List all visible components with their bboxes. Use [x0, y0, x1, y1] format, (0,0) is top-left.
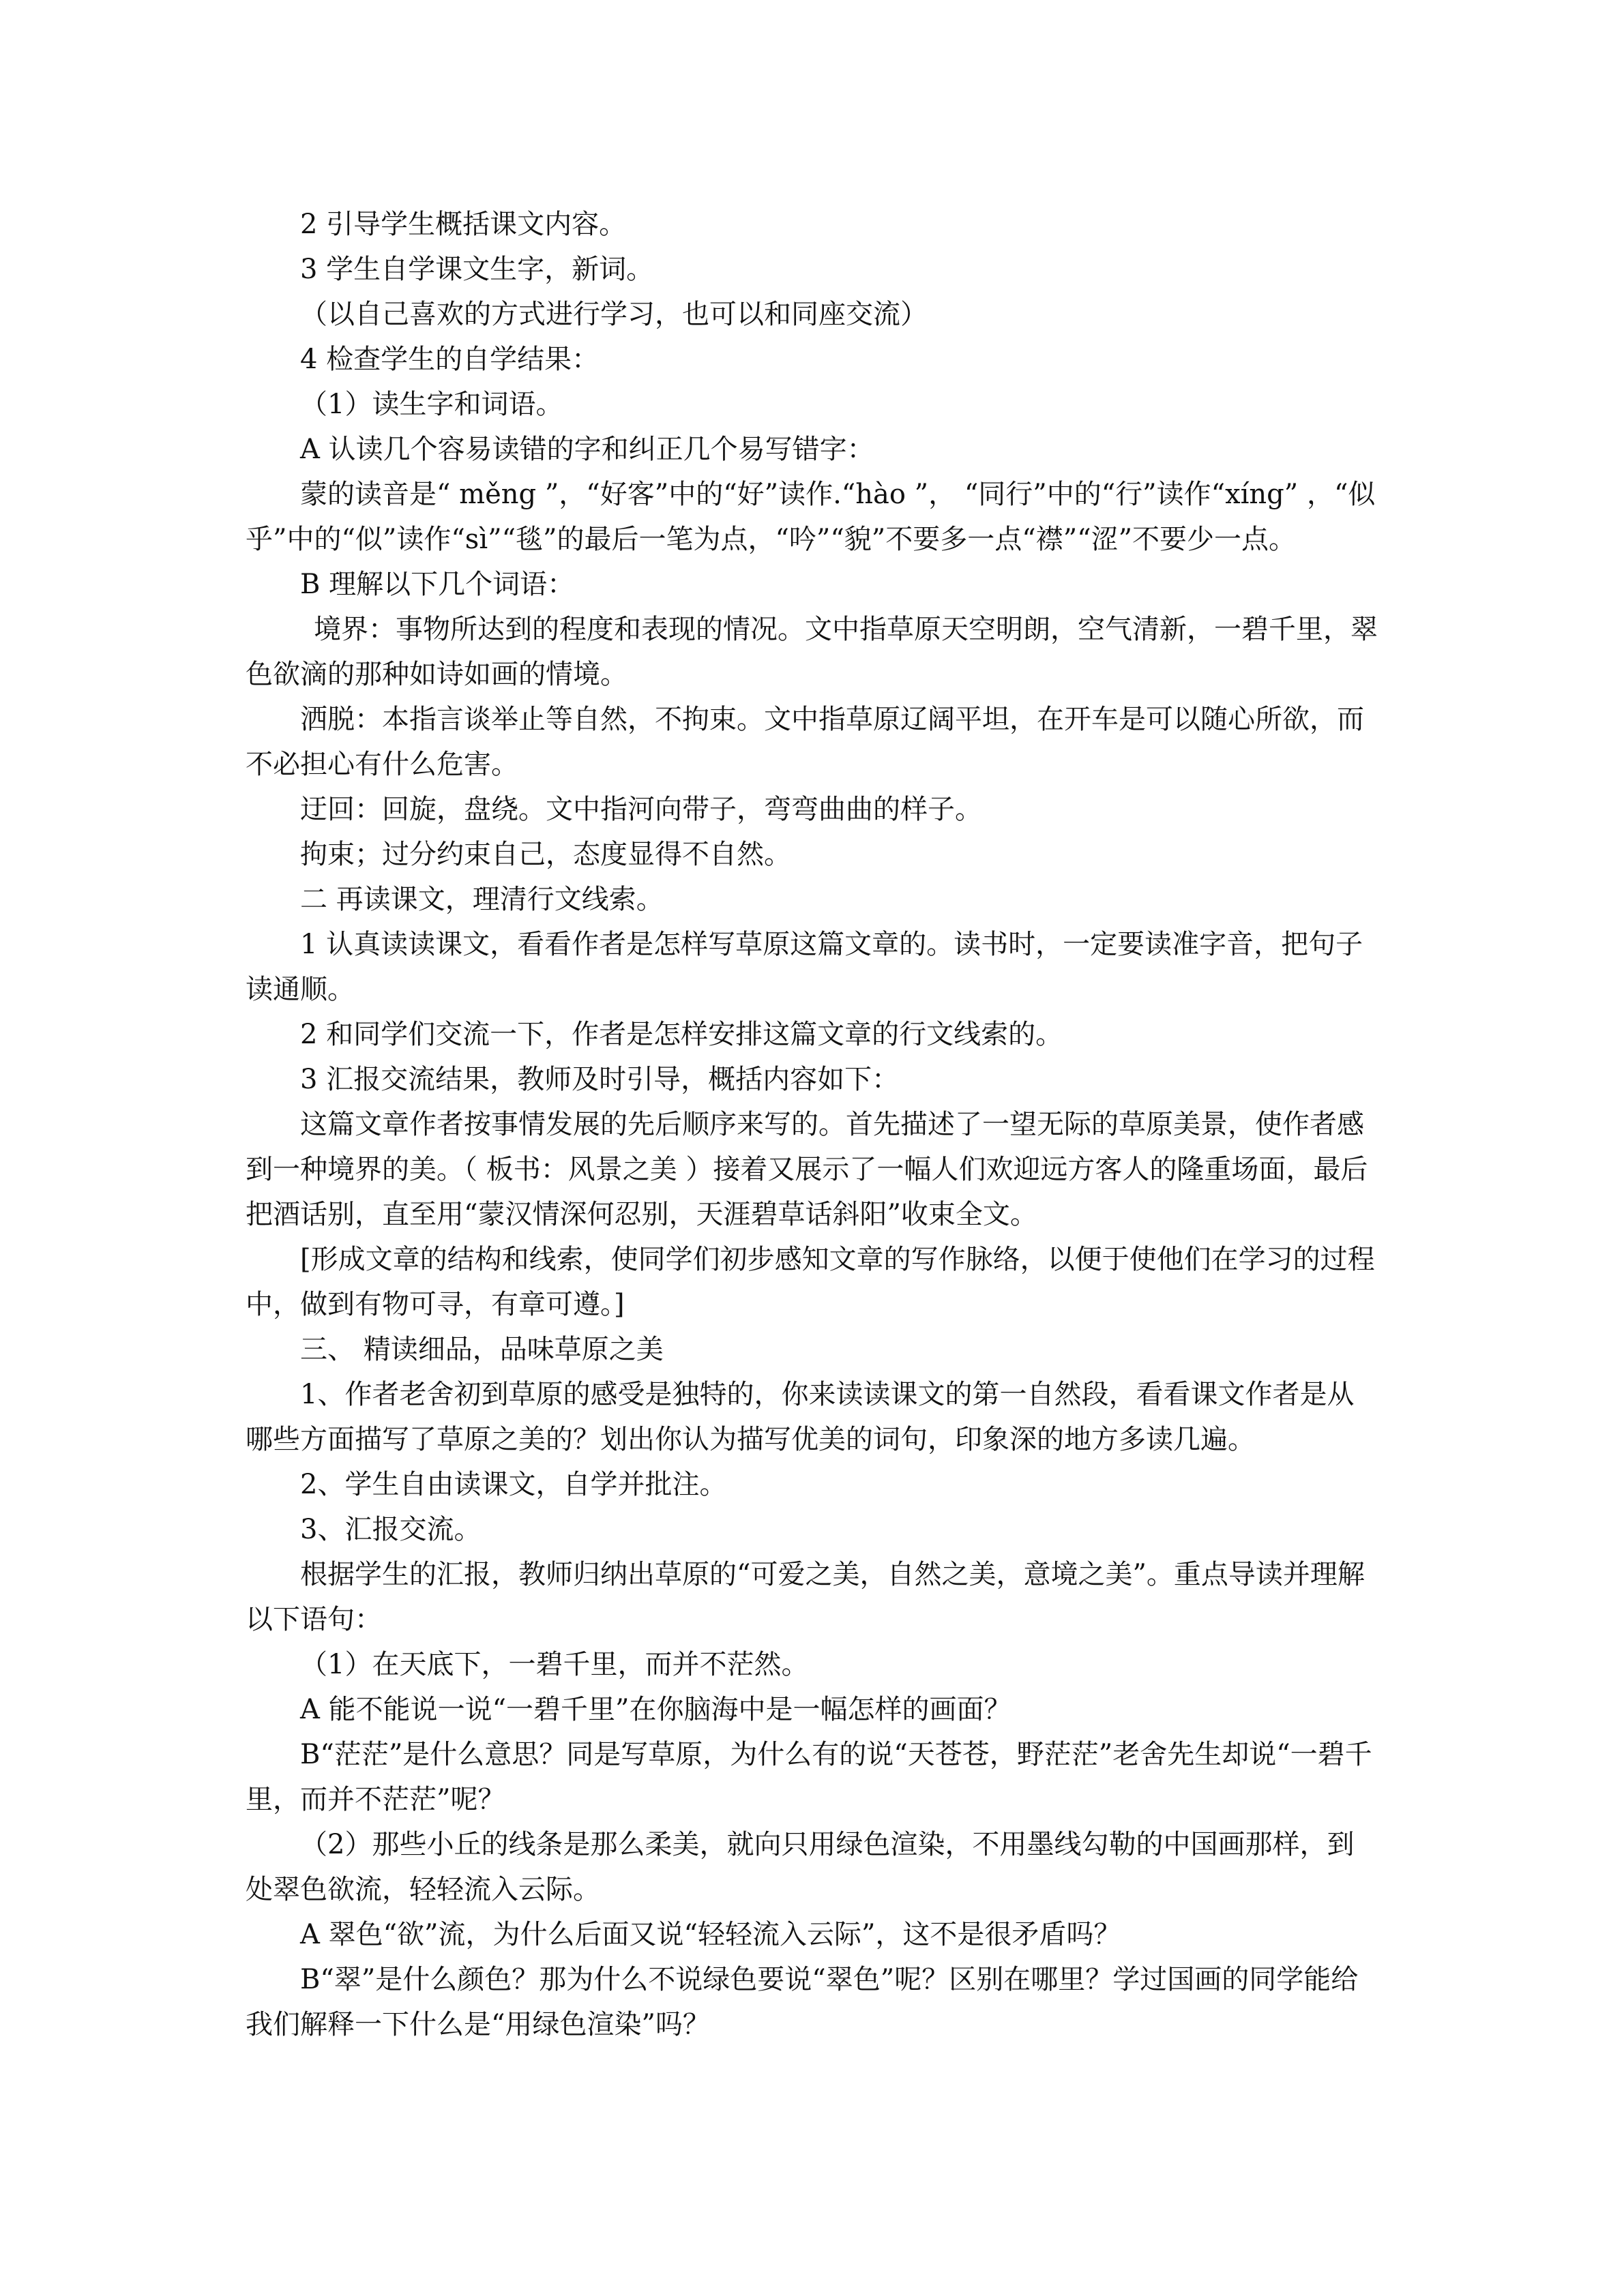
paragraph: 3 学生自学课文生字，新词。 — [300, 254, 654, 285]
paragraph: （2）那些小丘的线条是那么柔美，就向只用绿色渲染，不用墨线勾勒的中国画那样，到处翠色欲流，轻轻流入云际。 — [246, 1829, 1355, 1905]
paragraph: （1）读生字和词语。 — [300, 389, 563, 420]
paragraph: B“翠”是什么颜色？那为什么不说绿色要说“翠色”呢？区别在哪里？学过国画的同学能给我们解释一下什么是“用绿色渲染”吗？ — [246, 1964, 1359, 2040]
paragraph: 拘束；过分约束自己，态度显得不自然。 — [300, 839, 791, 870]
paragraph: （1）在天底下，一碧千里，而并不茫然。 — [300, 1649, 809, 1680]
paragraph: [形成文章的结构和线索，使同学们初步感知文章的写作脉络，以便于使他们在学习的过程中，做到有物可寻，有章可遵。] — [246, 1244, 1375, 1320]
paragraph: A 认读几个容易读错的字和纠正几个易写错字： — [300, 434, 874, 465]
paragraph: 三、 精读细品，品味草原之美 — [300, 1334, 664, 1365]
paragraph: 根据学生的汇报，教师归纳出草原的“可爱之美，自然之美，意境之美”。重点导读并理解以下语句： — [246, 1559, 1365, 1635]
paragraph: A 能不能说一说“一碧千里”在你脑海中是一幅怎样的画面？ — [300, 1694, 1012, 1725]
paragraph: 3、汇报交流。 — [300, 1514, 482, 1545]
paragraph: 蒙的读音是“ měng ”，“好客”中的“好”读作.“hào ”， “同行”中的“行”读作“xíng” ，“似乎”中的“似”读作“sì”“毯”的最后一笔为点，“吟”“貌”不要多一点“襟”“涩”不要少一点。 — [246, 479, 1376, 555]
paragraph: 境界：事物所达到的程度和表现的情况。文中指草原天空明朗，空气清新，一碧千里，翠色欲滴的那种如诗如画的情境。 — [246, 614, 1378, 690]
paragraph: （以自己喜欢的方式进行学习，也可以和同座交流） — [300, 299, 928, 330]
paragraph: 4 检查学生的自学结果： — [300, 344, 600, 375]
paragraph: 2 和同学们交流一下，作者是怎样安排这篇文章的行文线索的。 — [300, 1019, 1063, 1050]
paragraph: B 理解以下几个词语： — [300, 569, 575, 600]
paragraph: 2 引导学生概括课文内容。 — [300, 209, 627, 240]
paragraph: 1 认真读读课文，看看作者是怎样写草原这篇文章的。读书时，一定要读准字音，把句子读通顺。 — [246, 929, 1363, 1005]
document-page — [246, 202, 1378, 2047]
paragraph: 二 再读课文，理清行文线索。 — [300, 884, 664, 915]
paragraph: 3 汇报交流结果，教师及时引导，概括内容如下： — [300, 1064, 900, 1095]
paragraph: B“茫茫”是什么意思？同是写草原，为什么有的说“天苍苍，野茫茫”老舍先生却说“一碧千里，而并不茫茫”呢？ — [246, 1739, 1372, 1815]
paragraph: 1、作者老舍初到草原的感受是独特的，你来读读课文的第一自然段，看看课文作者是从哪些方面描写了草原之美的？划出你认为描写优美的词句，印象深的地方多读几遍。 — [246, 1379, 1355, 1455]
paragraph: 2、学生自由读课文，自学并批注。 — [300, 1469, 727, 1500]
paragraph: A 翠色“欲”流，为什么后面又说“轻轻流入云际”，这不是很矛盾吗？ — [300, 1919, 1121, 1950]
paragraph: 洒脱：本指言谈举止等自然，不拘束。文中指草原辽阔平坦，在开车是可以随心所欲，而不必担心有什么危害。 — [246, 704, 1364, 780]
paragraph: 这篇文章作者按事情发展的先后顺序来写的。首先描述了一望无际的草原美景，使作者感到一种境界的美。（ 板书：风景之美 ）接着又展示了一幅人们欢迎远方客人的隆重场面，最后把酒话别，直至用“蒙汉情深何忍别，天涯碧草话斜阳”收束全文。 — [246, 1109, 1368, 1230]
paragraph: 迂回：回旋，盘绕。文中指河向带子，弯弯曲曲的样子。 — [300, 794, 982, 825]
